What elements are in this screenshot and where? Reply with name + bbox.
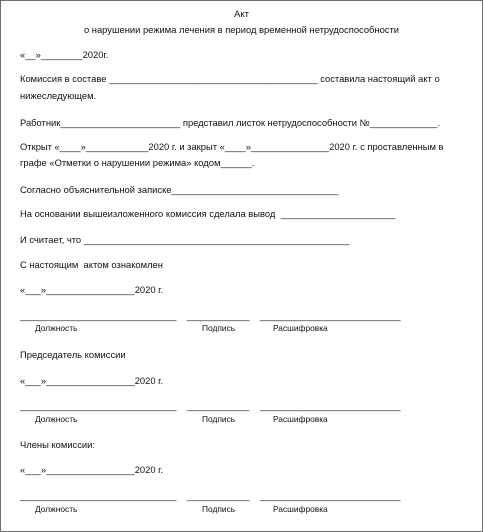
- signature-date-3: «___»_________________2020 г.: [20, 464, 164, 475]
- signature-lines-3: ______________________________ ____________ ___________________________: [20, 490, 401, 501]
- signature-date-1: «___»_________________2020 г.: [20, 284, 164, 295]
- considers-text: И считает, что ___________________________________________________: [20, 234, 350, 245]
- chairman-heading: Председатель комиссии: [20, 349, 126, 360]
- opened-closed-text-line2: графе «Отметки о нарушении режима» кодом______.: [20, 157, 255, 168]
- members-heading: Члены комиссии:: [20, 439, 96, 450]
- caption-signature-3: Подпись: [202, 504, 236, 514]
- caption-signature-2: Подпись: [202, 414, 236, 424]
- caption-position-2: Должность: [35, 414, 78, 424]
- commission-text-line1: Комиссия в составе ________________________________________ составила настоящий акт о: [20, 73, 440, 84]
- caption-decoding-3: Расшифровка: [273, 504, 328, 514]
- opened-closed-text-line1: Открыт «____»____________2020 г. и закрыт «____»_______________2020 г. с проставленным в: [20, 141, 444, 152]
- caption-decoding-2: Расшифровка: [273, 414, 328, 424]
- explanation-text: Согласно объяснительной записке________________________________: [20, 184, 339, 195]
- signature-lines-2: ______________________________ ____________ ___________________________: [20, 400, 401, 411]
- caption-signature-1: Подпись: [202, 323, 236, 333]
- acquainted-heading: С настоящим актом ознакомлен: [20, 259, 163, 270]
- signature-date-2: «___»_________________2020 г.: [20, 375, 164, 386]
- caption-position-3: Должность: [35, 504, 78, 514]
- caption-position-1: Должность: [35, 323, 78, 333]
- document-title: Акт: [234, 8, 249, 19]
- caption-decoding-1: Расшифровка: [273, 323, 328, 333]
- signature-lines-1: ______________________________ ____________ ___________________________: [20, 310, 401, 321]
- worker-text: Работник_______________________ представил листок нетрудоспособности №_____________.: [20, 117, 441, 128]
- document-date: «__»________2020г.: [20, 49, 109, 60]
- commission-text-line2: нижеследующем.: [20, 90, 97, 101]
- conclusion-text: На основании вышеизложенного комиссия сделала вывод ______________________: [20, 208, 396, 219]
- document-subtitle: о нарушении режима лечения в период временной нетрудоспособности: [83, 24, 400, 35]
